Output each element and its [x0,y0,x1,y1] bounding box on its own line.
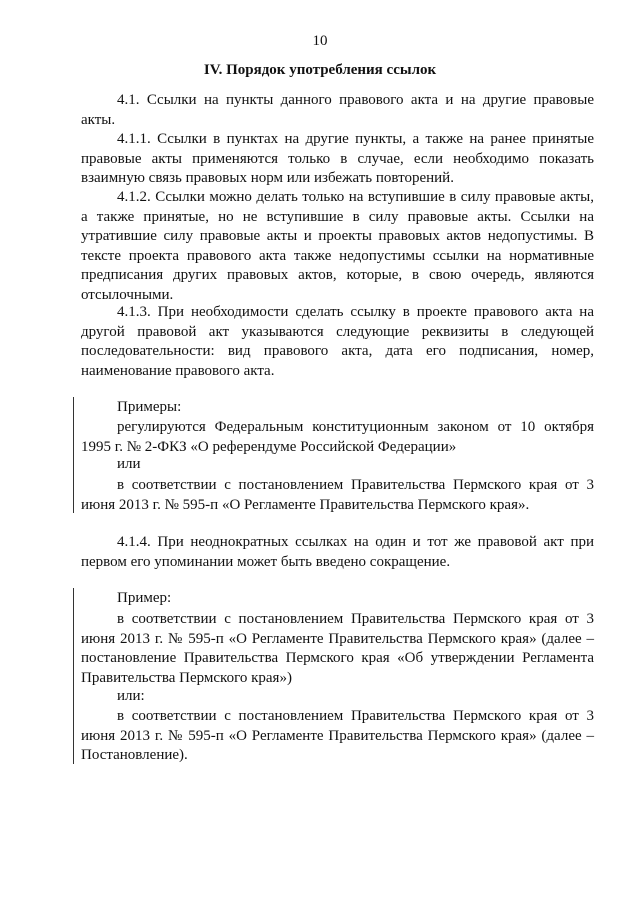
section-heading: IV. Порядок употребления ссылок [203,62,437,78]
example-label: Пример: [117,590,172,606]
paragraph-4-1: 4.1. Ссылки на пункты данного правового акта и на другие правовые акты. [81,92,594,128]
examples-label: Примеры: [117,399,182,415]
paragraph-4-1-3: 4.1.3. При необходимости сделать ссылку в проекте правового акта на другой правовой акт указываются следующие реквизиты в следующей последовательности: вид правового акта, дата его подписания, номер, наименование правового акта. [81,304,594,379]
example-a-text: в соответствии с постановлением Правительства Пермского края от 3 июня 2013 г. № 595-п «О Регламенте Правительства Пермского края» (далее – постановление Правительства Пермского края «Об утверждении Регламента Правительства Пермского края») [81,611,594,686]
examples-or: или [117,456,141,472]
paragraph-4-1-1: 4.1.1. Ссылки в пунктах на другие пункты, а также на ранее принятые правовые акты применяются только в случае, если необходимо показать взаимную связь правовых норм или избежать повторений. [81,131,594,186]
example-b-text: в соответствии с постановлением Правительства Пермского края от 3 июня 2013 г. № 595-п «О Регламенте Правительства Пермского края» (далее – Постановление). [81,708,594,763]
example-margin-bar [73,588,74,764]
paragraph-4-1-2: 4.1.2. Ссылки можно делать только на вступившие в силу правовые акты, а также принятые, но не вступившие в силу правовые акты. Ссылки на утратившие силу правовые акты и проекты правовых актов недопустимы. В тексте проекта правового акта также недопустимы ссылки на нормативные предписания других правовых актов, которые, в свою очередь, являются отсылочными. [81,189,594,303]
page-number: 10 [312,33,328,49]
example-2-text: в соответствии с постановлением Правительства Пермского края от 3 июня 2013 г. № 595-п «О Регламенте Правительства Пермского края». [81,477,594,513]
example-or: или: [117,688,145,704]
paragraph-4-1-4: 4.1.4. При неоднократных ссылках на один и тот же правовой акт при первом его упоминании может быть введено сокращение. [81,534,594,570]
examples-margin-bar [73,397,74,513]
example-1-text: регулируются Федеральным конституционным законом от 10 октября 1995 г. № 2-ФКЗ «О референдуме Российской Федерации» [81,419,594,455]
